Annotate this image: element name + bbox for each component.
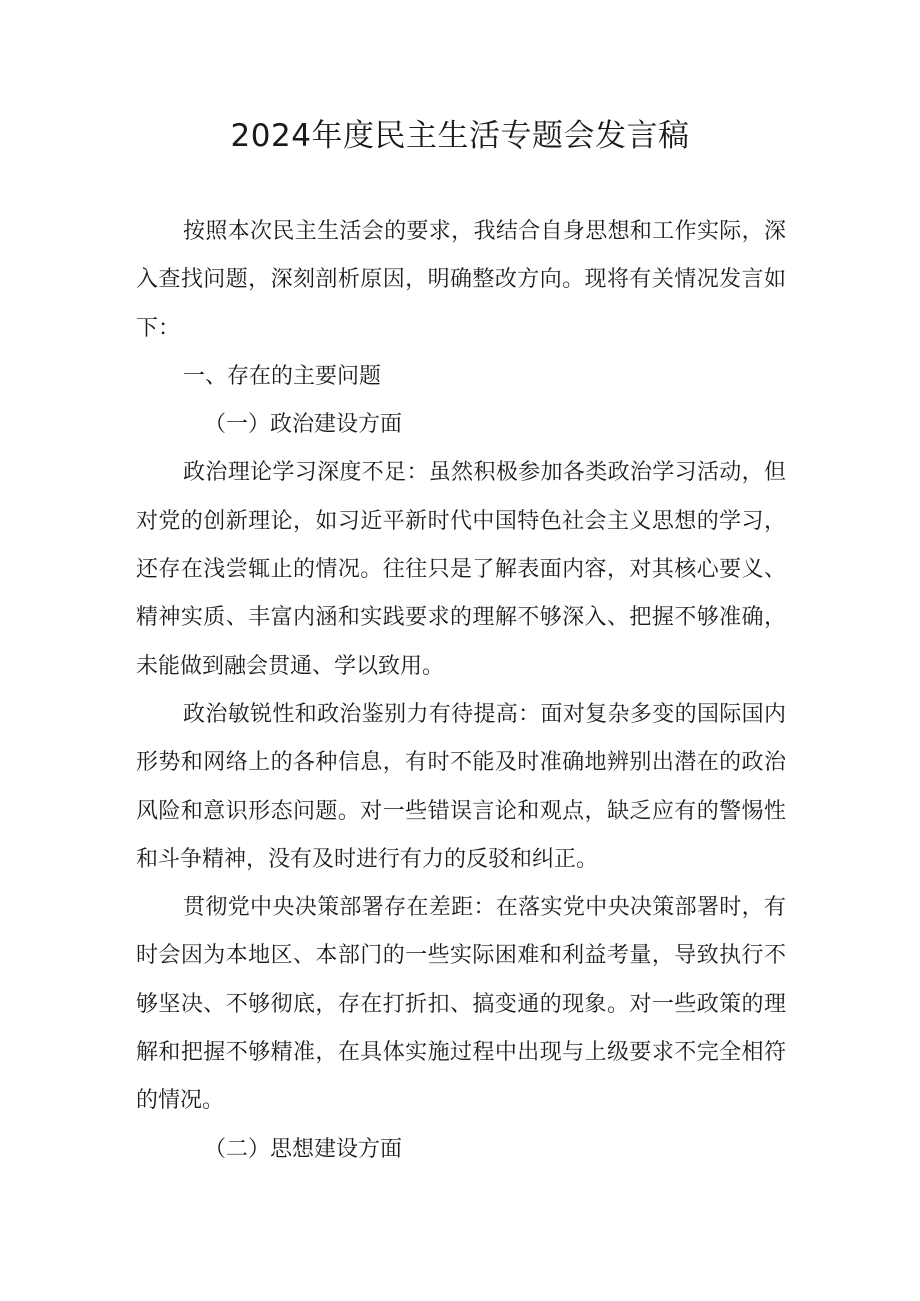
paragraph-policy-implementation: 贯彻党中央决策部署存在差距：在落实党中央决策部署时，有时会因为本地区、本部门的一些实际困难和利益考量，导致执行不够坚决、不够彻底，存在打折扣、搞变通的现象。对一些政策的理解和把握不够精准，在具体实施过程中出现与上级要求不完全相符的情况。 xyxy=(136,895,786,1114)
subsection-heading-political: （一）政治建设方面 xyxy=(204,412,403,438)
document-body xyxy=(136,208,786,1174)
paragraph-theory-study: 政治理论学习深度不足：虽然积极参加各类政治学习活动，但对党的创新理论，如习近平新时代中国特色社会主义思想的学习，还存在浅尝辄止的情况。往往只是了解表面内容，对其核心要义、精神实质、丰富内涵和实践要求的理解不够深入、把握不够准确，未能做到融会贯通、学以致用。 xyxy=(136,460,786,679)
intro-paragraph: 按照本次民主生活会的要求，我结合自身思想和工作实际，深入查找问题，深刻剖析原因，明确整改方向。现将有关情况发言如下： xyxy=(136,219,786,341)
paragraph-political-sensitivity: 政治敏锐性和政治鉴别力有待提高：面对复杂多变的国际国内形势和网络上的各种信息，有时不能及时准确地辨别出潜在的政治风险和意识形态问题。对一些错误言论和观点，缺乏应有的警惕性和斗争精神，没有及时进行有力的反驳和纠正。 xyxy=(136,701,786,872)
section-heading-problems: 一、存在的主要问题 xyxy=(183,363,382,389)
document-title: 2024年度民主生活专题会发言稿 xyxy=(230,118,690,154)
subsection-heading-ideological: （二）思想建设方面 xyxy=(204,1136,403,1162)
